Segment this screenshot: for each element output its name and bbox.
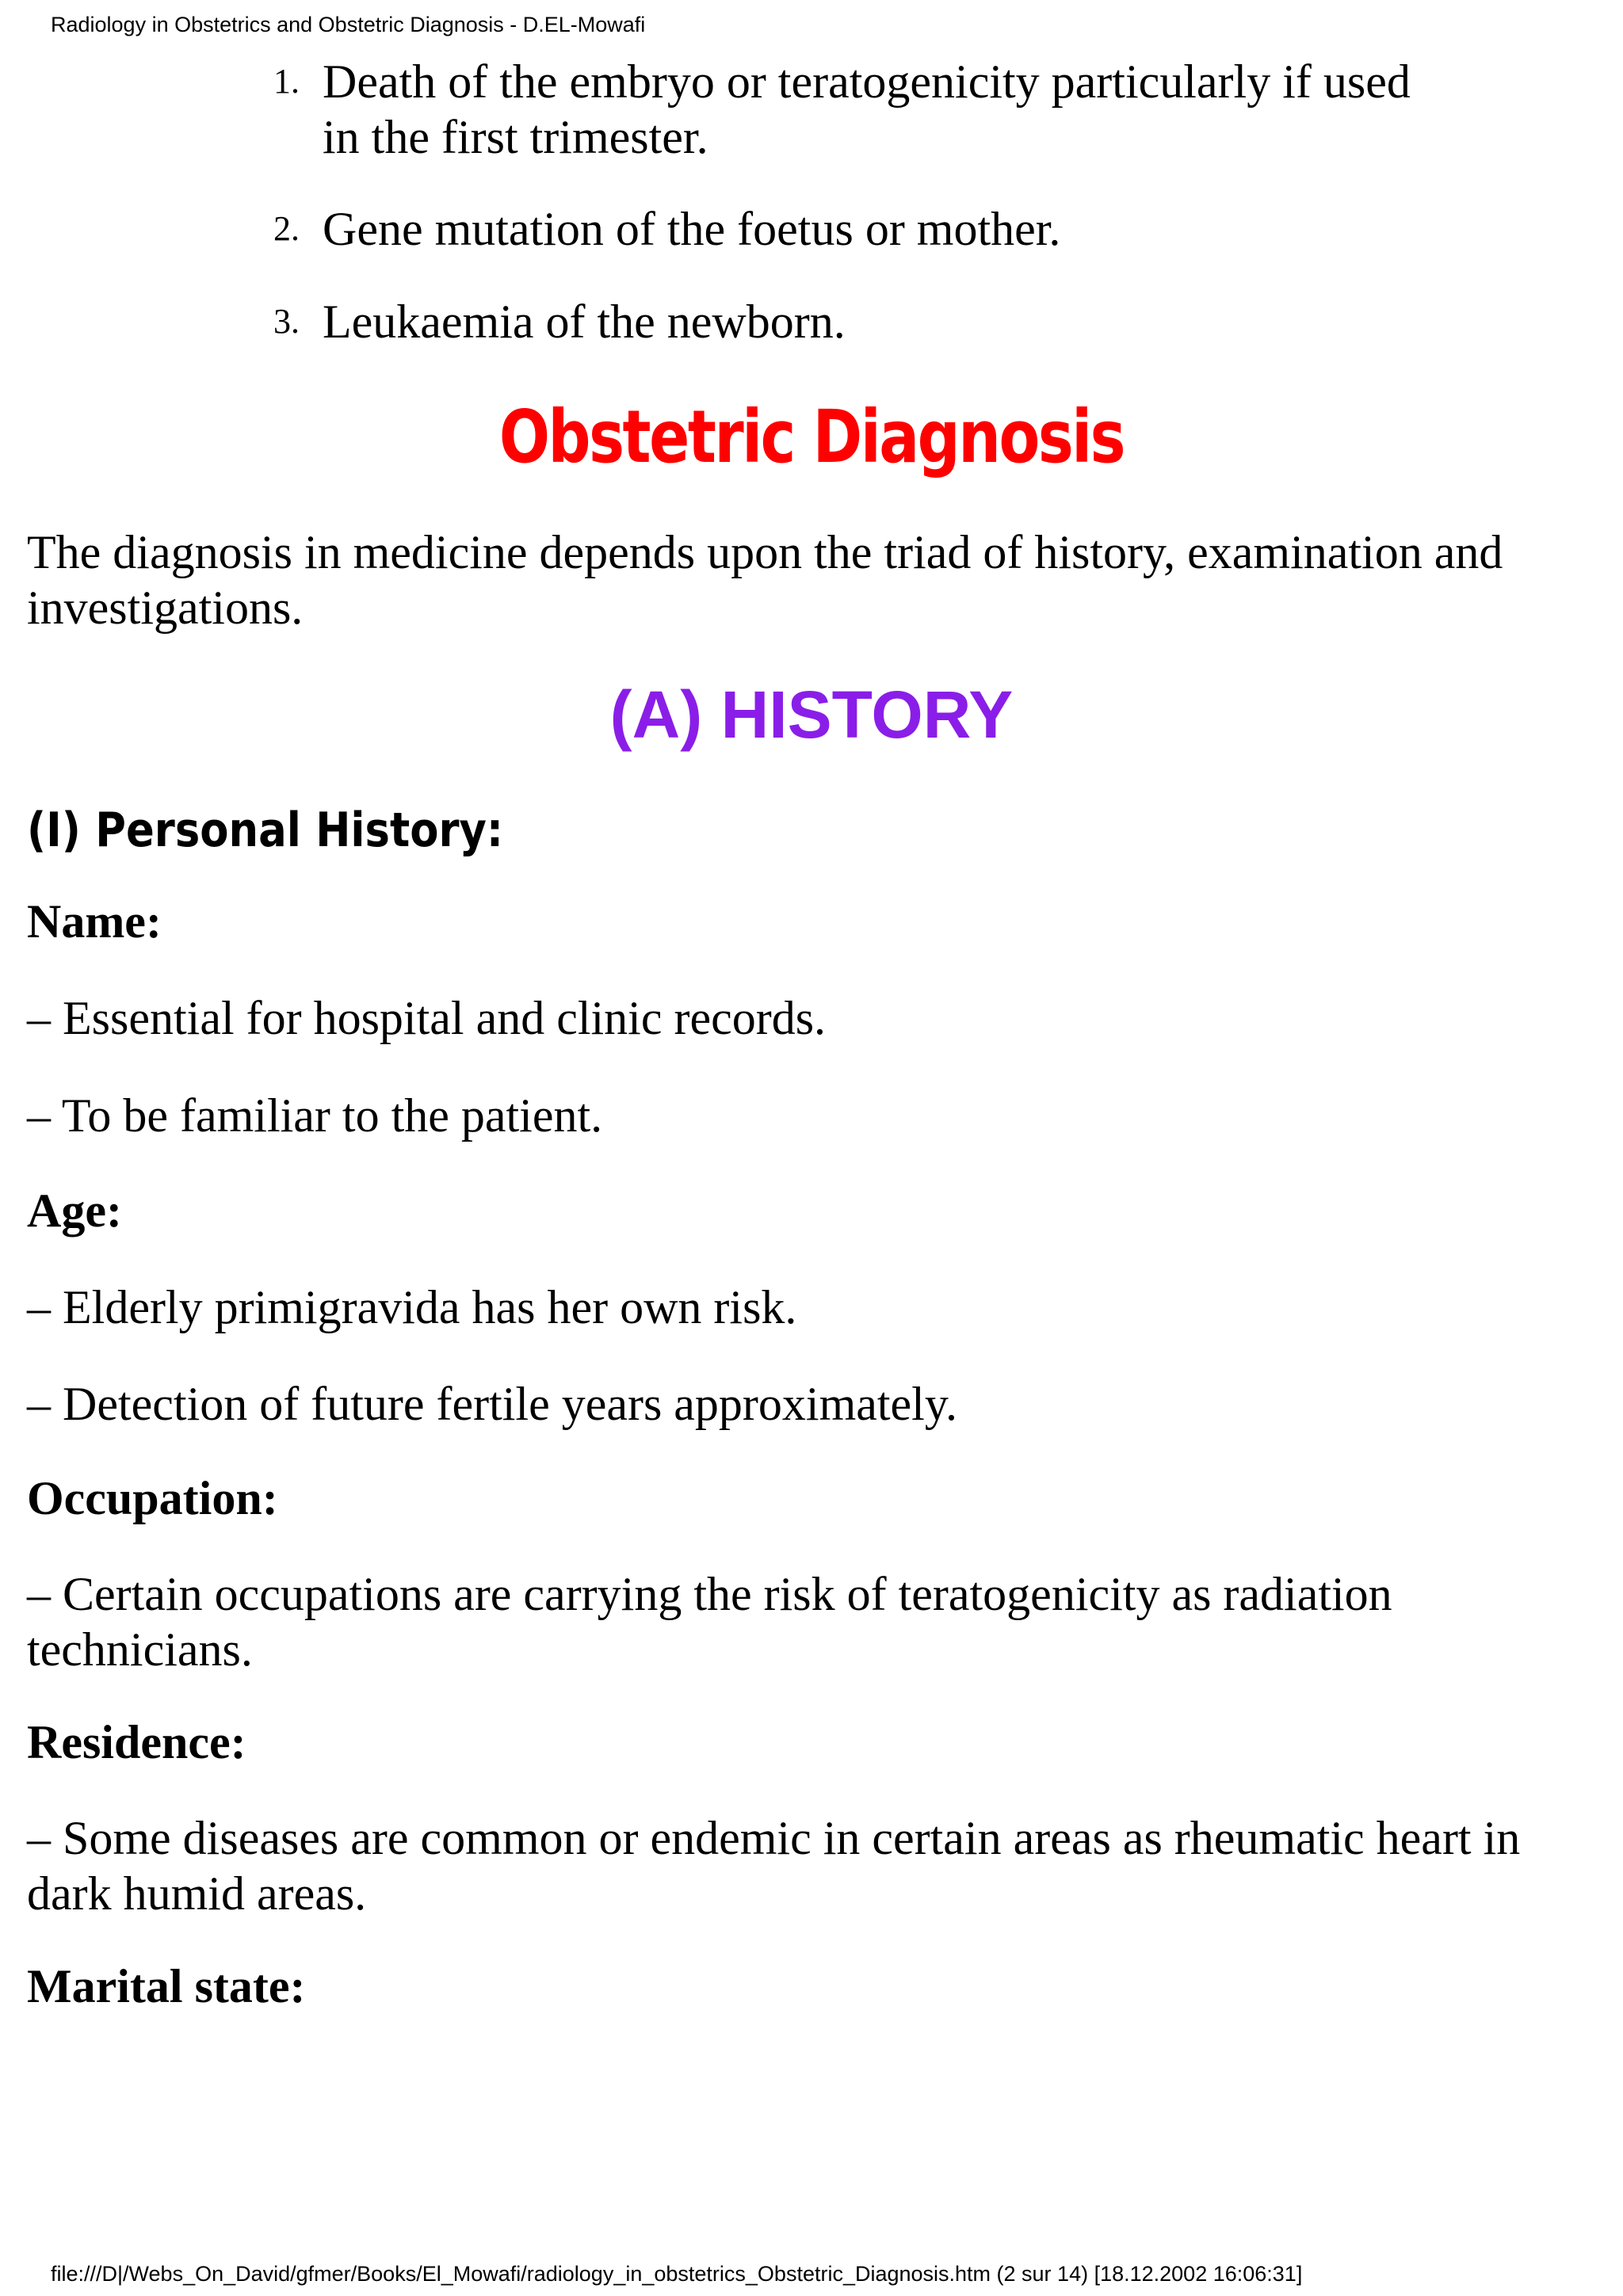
residence-point: – Some diseases are common or endemic in certain areas as rheumatic heart in dark humid areas. xyxy=(27,1812,1521,1920)
age-point: – Detection of future fertile years approximately. xyxy=(27,1378,957,1430)
intro-paragraph: The diagnosis in medicine depends upon the triad of history, examination and investigations. xyxy=(27,526,1503,634)
page-title: Obstetric Diagnosis xyxy=(498,395,1125,479)
list-text: Death of the embryo or teratogenicity particularly if used in the first trimester. xyxy=(323,55,1411,163)
list-item xyxy=(273,54,1423,165)
print-header: Radiology in Obstetrics and Obstetric Diagnosis - D.EL-Mowafi xyxy=(51,13,646,36)
list-item xyxy=(273,294,1423,349)
list-text: Gene mutation of the foetus or mother. xyxy=(323,203,1061,255)
marital-state-label: Marital state: xyxy=(27,1960,306,2012)
name-point: – Essential for hospital and clinic records. xyxy=(27,992,827,1044)
occupation-label: Occupation: xyxy=(27,1472,278,1524)
list-item xyxy=(273,201,1423,257)
occupation-point: – Certain occupations are carrying the risk of teratogenicity as radiation technicians. xyxy=(27,1568,1392,1676)
personal-history-heading: (I) Personal History: xyxy=(27,803,504,858)
section-title-history: (A) HISTORY xyxy=(609,677,1014,752)
age-label: Age: xyxy=(27,1184,122,1237)
list-number: 2. xyxy=(273,209,300,248)
print-footer: file:///D|/Webs_On_David/gfmer/Books/El_Mowafi/radiology_in_obstetrics_Obstetric_Diagnosis.htm (2 sur 14) [18.12.2002 16:06:31] xyxy=(51,2262,1303,2286)
residence-label: Residence: xyxy=(27,1716,246,1768)
age-point: – Elderly primigravida has her own risk. xyxy=(27,1281,797,1333)
name-point: – To be familiar to the patient. xyxy=(27,1089,603,1142)
list-number: 3. xyxy=(273,302,300,341)
name-label: Name: xyxy=(27,895,162,948)
list-text: Leukaemia of the newborn. xyxy=(323,296,846,348)
list-number: 1. xyxy=(273,62,300,101)
